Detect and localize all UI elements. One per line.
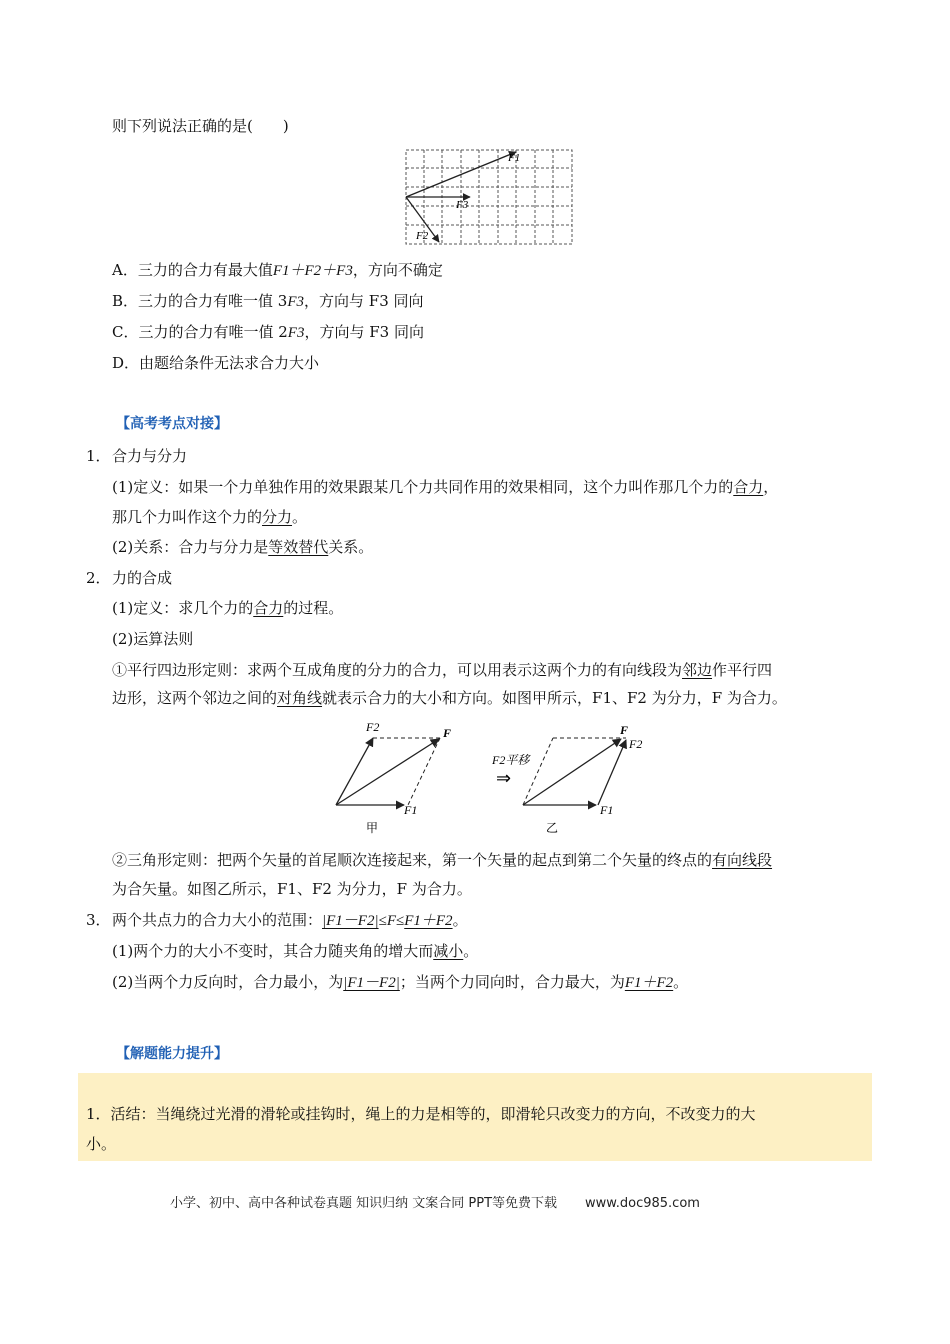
- item2-definition: (1)定义：求几个力的合力的过程。: [112, 599, 344, 617]
- tip-line1: 1．活结：当绳绕过光滑的滑轮或挂钩时，绳上的力是相等的，即滑轮只改变力的方向，不改变力的大: [86, 1105, 756, 1123]
- item1-relation: (2)关系：合力与分力是等效替代关系。: [112, 538, 374, 556]
- shift-label: F2平移: [492, 753, 530, 767]
- svg-text:F2: F2: [366, 720, 380, 734]
- svg-text:F1: F1: [600, 803, 614, 817]
- figure-yi: [523, 723, 642, 835]
- range-high: F1＋F2: [404, 913, 453, 929]
- footer-url[interactable]: www.doc985.com: [585, 1196, 700, 1211]
- item3-number: 3．: [86, 911, 111, 929]
- question-stem: 则下列说法正确的是( ): [112, 117, 289, 135]
- answer-heli-2: 合力: [253, 599, 284, 617]
- item2-title: 力的合成: [112, 569, 173, 587]
- footer-text: 小学、初中、高中各种试卷真题 知识归纳 文案合同 PPT等免费下载: [170, 1196, 558, 1211]
- section-heading-problem-solving: 【解题能力提升】: [116, 1046, 228, 1062]
- item3-title: 两个共点力的合力大小的范围：|F1－F2|≤F≤F1＋F2。: [112, 911, 468, 929]
- answer-max: F1＋F2: [624, 975, 674, 991]
- figure-yi-label: 乙: [546, 821, 559, 835]
- triangle-rule: ②三角形定则：把两个矢量的首尾顺次连接起来，第一个矢量的起点到第二个矢量的终点的有向线段: [112, 851, 773, 869]
- answer-decrease: 减小: [433, 942, 464, 960]
- item1-definition-line2: 那几个力叫作这个力的分力。: [112, 508, 308, 526]
- option-c[interactable]: C．三力的合力有唯一值 2F3，方向与 F3 同向: [112, 323, 424, 341]
- figure-jia: [336, 720, 451, 835]
- option-a[interactable]: A．三力的合力有最大值F1＋F2＋F3，方向不确定: [112, 261, 443, 279]
- range-low: |F1－F2|: [322, 913, 379, 929]
- svg-text:F: F: [620, 723, 629, 737]
- parallelogram-rule: ①平行四边形定则：求两个互成角度的分力的合力，可以用表示这两个力的有向线段为邻边作平行四: [112, 661, 773, 679]
- force-grid-figure: [404, 148, 576, 248]
- implies-arrow: ⇒: [496, 768, 512, 788]
- f2-label: F2: [416, 230, 429, 242]
- item1-number: 1．: [86, 447, 111, 465]
- answer-equivalent: 等效替代: [268, 538, 329, 556]
- page-footer: [170, 1192, 700, 1211]
- triangle-rule-line2: 为合矢量。如图乙所示，F1、F2 为分力，F 为合力。: [112, 880, 472, 898]
- svg-text:F1: F1: [404, 803, 418, 817]
- answer-diagonal: 对角线: [277, 689, 323, 707]
- answer-linbian: 邻边: [682, 661, 713, 679]
- f1-label: F1: [508, 152, 521, 164]
- figure-jia-label: 甲: [366, 821, 379, 835]
- item1-definition: (1)定义：如果一个力单独作用的效果跟某几个力共同作用的效果相同，这个力叫作那几个力的合力，: [112, 478, 779, 496]
- answer-fenli: 分力: [262, 508, 293, 526]
- answer-min: |F1－F2|: [343, 975, 400, 991]
- item2-number: 2．: [86, 569, 111, 587]
- f3-label: F3: [456, 199, 469, 211]
- item3-point1: (1)两个力的大小不变时，其合力随夹角的增大而减小。: [112, 942, 479, 960]
- item3-point2: (2)当两个力反向时，合力最小，为|F1－F2|；当两个力同向时，合力最大，为F1＋F2。: [112, 973, 689, 991]
- svg-text:F: F: [443, 726, 452, 740]
- option-d[interactable]: D．由题给条件无法求合力大小: [112, 354, 320, 372]
- item1-title: 合力与分力: [112, 447, 188, 465]
- answer-directed-segment: 有向线段: [712, 851, 773, 869]
- option-b[interactable]: B．三力的合力有唯一值 3F3，方向与 F3 同向: [112, 292, 424, 310]
- section-heading-exam-points: 【高考考点对接】: [116, 416, 228, 432]
- svg-text:F2: F2: [629, 737, 643, 751]
- tip-line2: 小。: [86, 1135, 117, 1153]
- answer-heli: 合力: [733, 478, 764, 496]
- composition-figure: [326, 716, 656, 838]
- parallelogram-rule-line2: 边形，这两个邻边之间的对角线就表示合力的大小和方向。如图甲所示，F1、F2 为分力，F 为合力。: [112, 689, 787, 707]
- item2-rule: (2)运算法则: [112, 630, 194, 648]
